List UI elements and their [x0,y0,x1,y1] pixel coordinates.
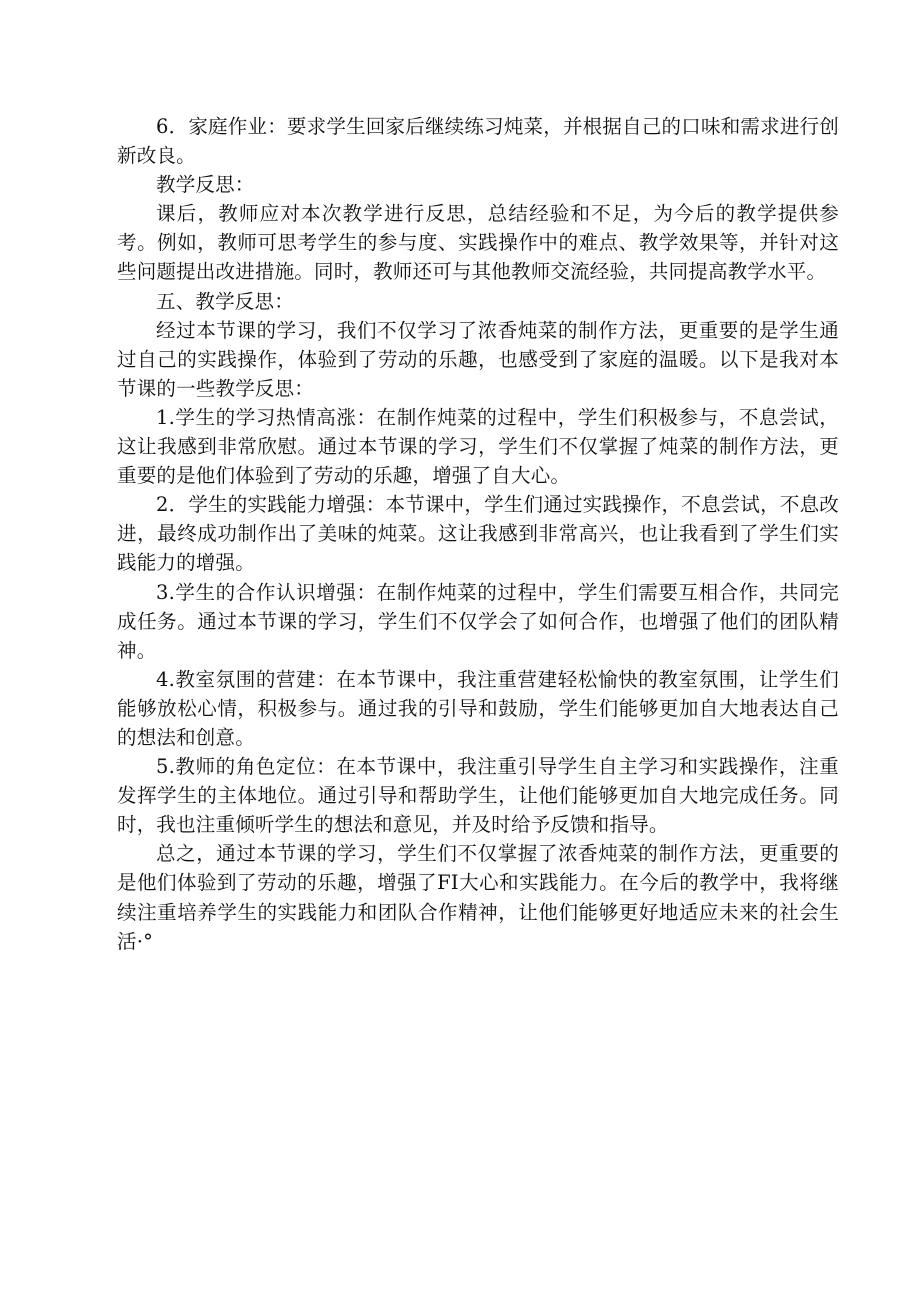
reflection-item-3: 3.学生的合作认识增强：在制作炖菜的过程中，学生们需要互相合作，共同完成任务。通过本节课的学习，学生们不仅学会了如何合作，也增强了他们的团队精神。 [117,580,839,662]
reflection-item-1: 1.学生的学习热情高涨：在制作炖菜的过程中，学生们积极参与，不息尝试，这让我感到非常欣慰。通过本节课的学习，学生们不仅掌握了炖菜的制作方法，更重要的是他们体验到了劳动的乐趣，增强了自大心。 [117,405,839,488]
reflection-item-2: 2．学生的实践能力增强：本节课中，学生们通过实践操作，不息尝试，不息改进，最终成功制作出了美味的炖菜。这让我感到非常高兴，也让我看到了学生们实践能力的增强。 [117,493,839,575]
reflection-heading: 教学反思： [156,173,255,197]
reflection-item-5: 5.教师的角色定位：在本节课中，我注重引导学生自主学习和实践操作，注重发挥学生的主体地位。通过引导和帮助学生，让他们能够更加自大地完成任务。同时，我也注重倾听学生的想法和意见，并及时给予反馈和指导。 [117,755,839,837]
document-page [117,112,839,956]
section-five-heading: 五、教学反思： [156,289,294,313]
reflection-intro-paragraph: 课后，教师应对本次教学进行反思，总结经验和不足，为今后的教学提供参考。例如，教师可思考学生的参与度、实践操作中的难点、教学效果等，并针对这些问题提出改进措施。同时，教师还可与其他教师交流经验，共同提高教学水平。 [117,202,839,284]
conclusion-paragraph: 总之，通过本节课的学习，学生们不仅掌握了浓香炖菜的制作方法，更重要的是他们体验到了劳动的乐趣，增强了FI大心和实践能力。在今后的教学中，我将继续注重培养学生的实践能力和团队合作精神，让他们能够更好地适应未来的社会生活·° [117,842,839,953]
homework-paragraph: 6．家庭作业：要求学生回家后继续练习炖菜，并根据自己的口味和需求进行创新改良。 [117,115,839,168]
section-five-intro-paragraph: 经过本节课的学习，我们不仅学习了浓香炖菜的制作方法，更重要的是学生通过自己的实践操作，体验到了劳动的乐趣，也感受到了家庭的温暖。以下是我对本节课的一些教学反思： [117,318,839,400]
reflection-item-4: 4.教室氛围的营建：在本节课中，我注重营建轻松愉快的教室氛围，让学生们能够放松心情，积极参与。通过我的引导和鼓励，学生们能够更加自大地表达自己的想法和创意。 [117,667,839,749]
